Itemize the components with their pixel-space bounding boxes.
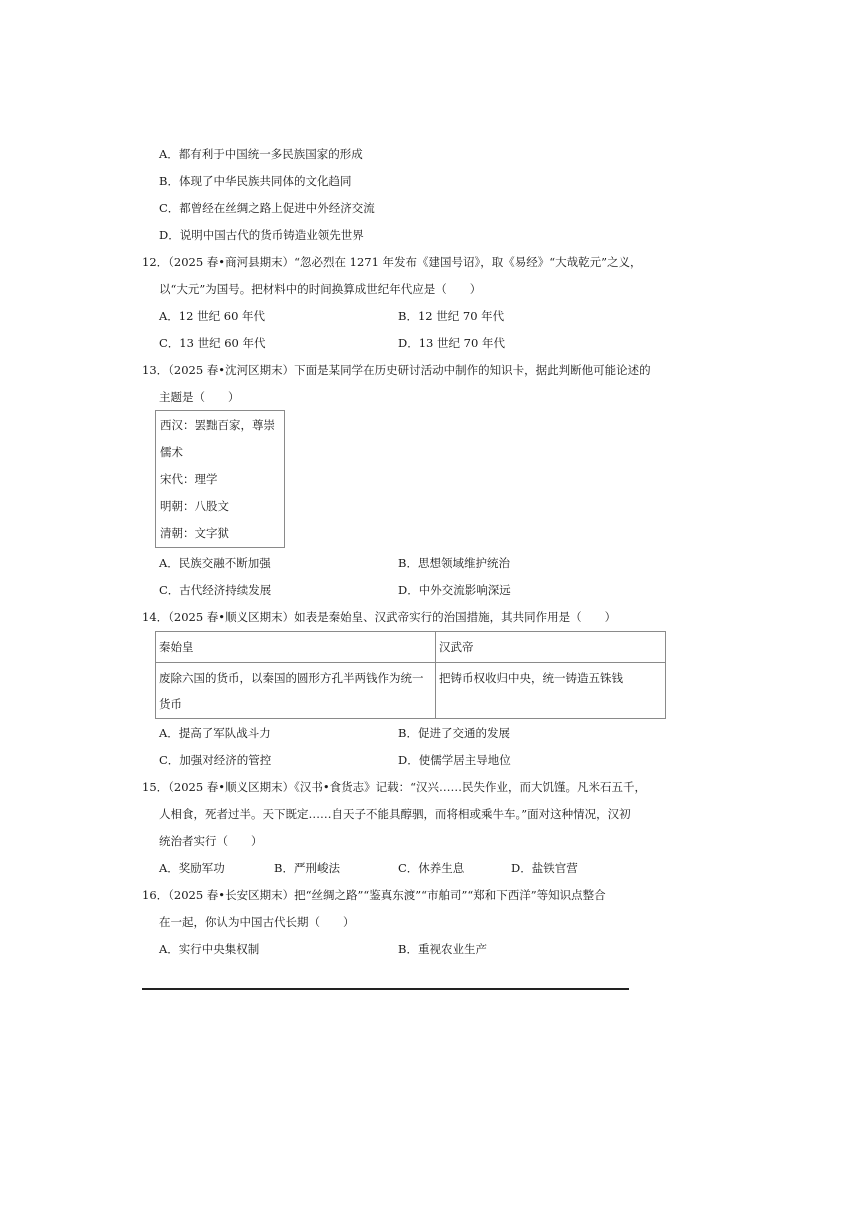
q13-option-d: D．中外交流影响深远 [398,583,511,597]
q12-option-c: C．13 世纪 60 年代 [159,336,266,350]
q14-option-a: A．提高了军队战斗力 [159,726,271,740]
q14-stem-line1: 14．（2025 春•顺义区期末）如表是秦始皇、汉武帝实行的治国措施，其共同作用是（ ） [142,610,617,624]
q15-option-b: B．严刑峻法 [274,861,340,875]
q14-option-d: D．使儒学居主导地位 [398,753,511,767]
knowledge-card-line: 西汉：罢黜百家，尊崇 [160,418,275,432]
q12-option-d: D．13 世纪 70 年代 [398,336,505,350]
q12-stem-line2: 以“大元”为国号。把材料中的时间换算成世纪年代应是（ ） [159,282,482,296]
table-header-han: 汉武帝 [439,640,474,654]
knowledge-card-line: 清朝：文字狱 [160,526,229,540]
q15-stem-line3: 统治者实行（ ） [159,834,263,848]
policy-table [155,631,666,719]
q13-stem-line1: 13．（2025 春•沈河区期末）下面是某同学在历史研讨活动中制作的知识卡，据此判断他可能论述的 [142,363,651,377]
q15-stem-line1: 15．（2025 春•顺义区期末）《汉书•食货志》记载：“汉兴……民失作业，而大饥馑。凡米石五千， [142,780,646,794]
knowledge-card-line: 明朝：八股文 [160,499,229,513]
table-cell-han: 把铸币权收归中央，统一铸造五铢钱 [439,671,623,685]
q13-stem-line2: 主题是（ ） [159,390,240,404]
q15-option-a: A．奖励军功 [159,861,225,875]
q14-option-c: C．加强对经济的管控 [159,753,272,767]
q16-option-a: A．实行中央集权制 [159,942,260,956]
q13-option-b: B．思想领域维护统治 [398,556,510,570]
knowledge-card-line: 宋代：理学 [160,472,218,486]
q13-option-c: C．古代经济持续发展 [159,583,272,597]
q16-stem-line2: 在一起，你认为中国古代长期（ ） [159,915,355,929]
table-header-qin: 秦始皇 [159,640,194,654]
q16-stem-line1: 16．（2025 春•长安区期末）把“丝绸之路”“鉴真东渡”“市舶司”“郑和下西洋”等知识点整合 [142,888,606,902]
q12-option-a: A．12 世纪 60 年代 [159,309,266,323]
q15-stem-line2: 人相食，死者过半。天下既定……自天子不能具醇驷，而将相或乘牛车。”面对这种情况，汉初 [159,807,631,821]
q11-option-b: B．体现了中华民族共同体的文化趋同 [159,174,352,188]
q11-option-c: C．都曾经在丝绸之路上促进中外经济交流 [159,201,375,215]
footer-divider [142,988,629,990]
q11-option-d: D．说明中国古代的货币铸造业领先世界 [159,228,364,242]
q15-option-d: D．盐铁官营 [511,861,578,875]
q12-stem-line1: 12．（2025 春•商河县期末）“忽必烈在 1271 年发布《建国号诏》，取《易经》“大哉乾元”之义， [142,255,642,269]
table-cell-qin-line2: 货币 [159,697,182,711]
q16-option-b: B．重视农业生产 [398,942,487,956]
q13-option-a: A．民族交融不断加强 [159,556,271,570]
table-divider [435,632,436,718]
table-cell-qin-line1: 废除六国的货币，以秦国的圆形方孔半两钱作为统一 [159,671,424,685]
knowledge-card [155,410,285,548]
table-divider [156,662,665,663]
q14-option-b: B．促进了交通的发展 [398,726,510,740]
q11-option-a: A．都有利于中国统一多民族国家的形成 [159,147,363,161]
q15-option-c: C．休养生息 [398,861,465,875]
knowledge-card-line: 儒术 [160,445,183,459]
q12-option-b: B．12 世纪 70 年代 [398,309,505,323]
